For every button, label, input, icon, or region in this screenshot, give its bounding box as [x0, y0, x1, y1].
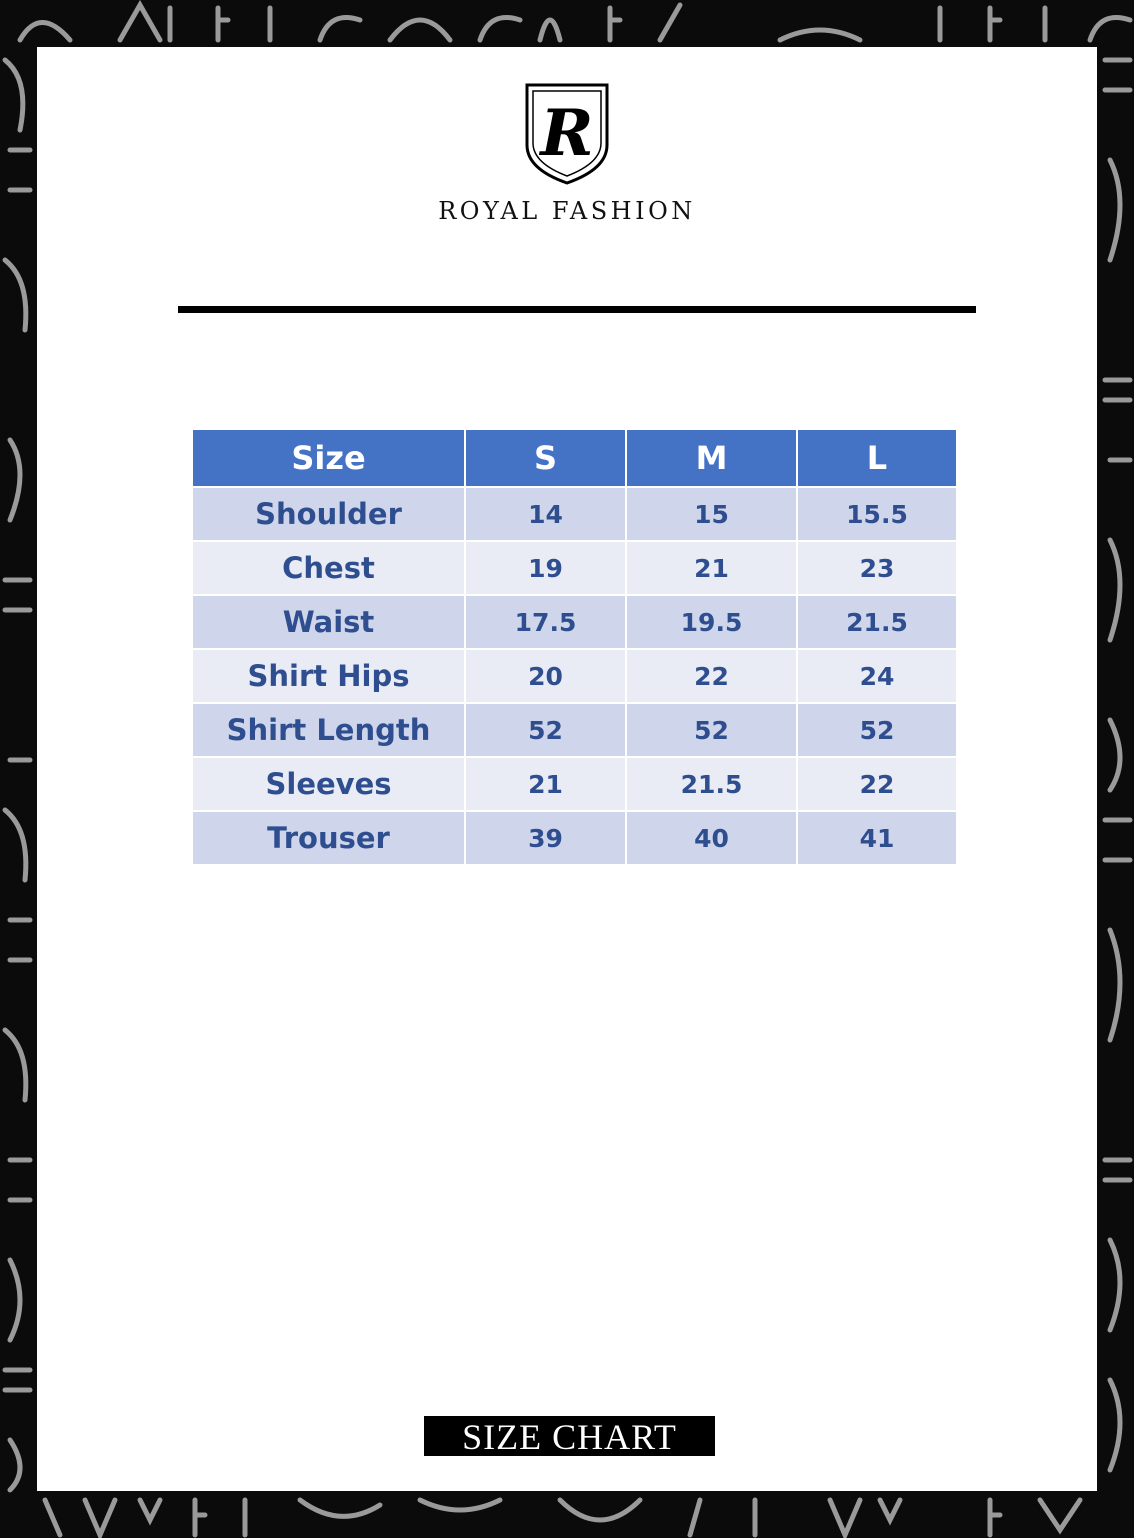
cell-value: 21.5 [626, 757, 797, 811]
cell-value: 52 [626, 703, 797, 757]
header-s: S [465, 429, 626, 487]
cell-value: 21 [626, 541, 797, 595]
row-label: Shoulder [192, 487, 465, 541]
cell-value: 22 [797, 757, 957, 811]
logo-letter: R [540, 96, 594, 171]
cell-value: 15 [626, 487, 797, 541]
cell-value: 23 [797, 541, 957, 595]
cell-value: 52 [797, 703, 957, 757]
row-label: Shirt Length [192, 703, 465, 757]
brand-logo [523, 83, 611, 185]
table-row [192, 595, 957, 649]
row-label: Trouser [192, 811, 465, 865]
size-table [191, 428, 958, 866]
size-chart-label: SIZE CHART [424, 1416, 715, 1456]
cell-value: 21.5 [797, 595, 957, 649]
table-header-row [192, 429, 957, 487]
header-l: L [797, 429, 957, 487]
row-label: Chest [192, 541, 465, 595]
brand-name: ROYAL FASHION [438, 197, 696, 225]
cell-value: 14 [465, 487, 626, 541]
cell-value: 19.5 [626, 595, 797, 649]
cell-value: 17.5 [465, 595, 626, 649]
size-chart-card [37, 47, 1097, 1491]
header-m: M [626, 429, 797, 487]
cell-value: 24 [797, 649, 957, 703]
cell-value: 39 [465, 811, 626, 865]
table-row [192, 703, 957, 757]
divider-line [178, 306, 976, 313]
row-label: Waist [192, 595, 465, 649]
table-row [192, 487, 957, 541]
row-label: Shirt Hips [192, 649, 465, 703]
cell-value: 15.5 [797, 487, 957, 541]
table-row [192, 649, 957, 703]
row-label: Sleeves [192, 757, 465, 811]
cell-value: 40 [626, 811, 797, 865]
cell-value: 19 [465, 541, 626, 595]
cell-value: 20 [465, 649, 626, 703]
table-row [192, 811, 957, 865]
cell-value: 52 [465, 703, 626, 757]
cell-value: 21 [465, 757, 626, 811]
table-row [192, 757, 957, 811]
cell-value: 41 [797, 811, 957, 865]
table-row [192, 541, 957, 595]
cell-value: 22 [626, 649, 797, 703]
header-size: Size [192, 429, 465, 487]
